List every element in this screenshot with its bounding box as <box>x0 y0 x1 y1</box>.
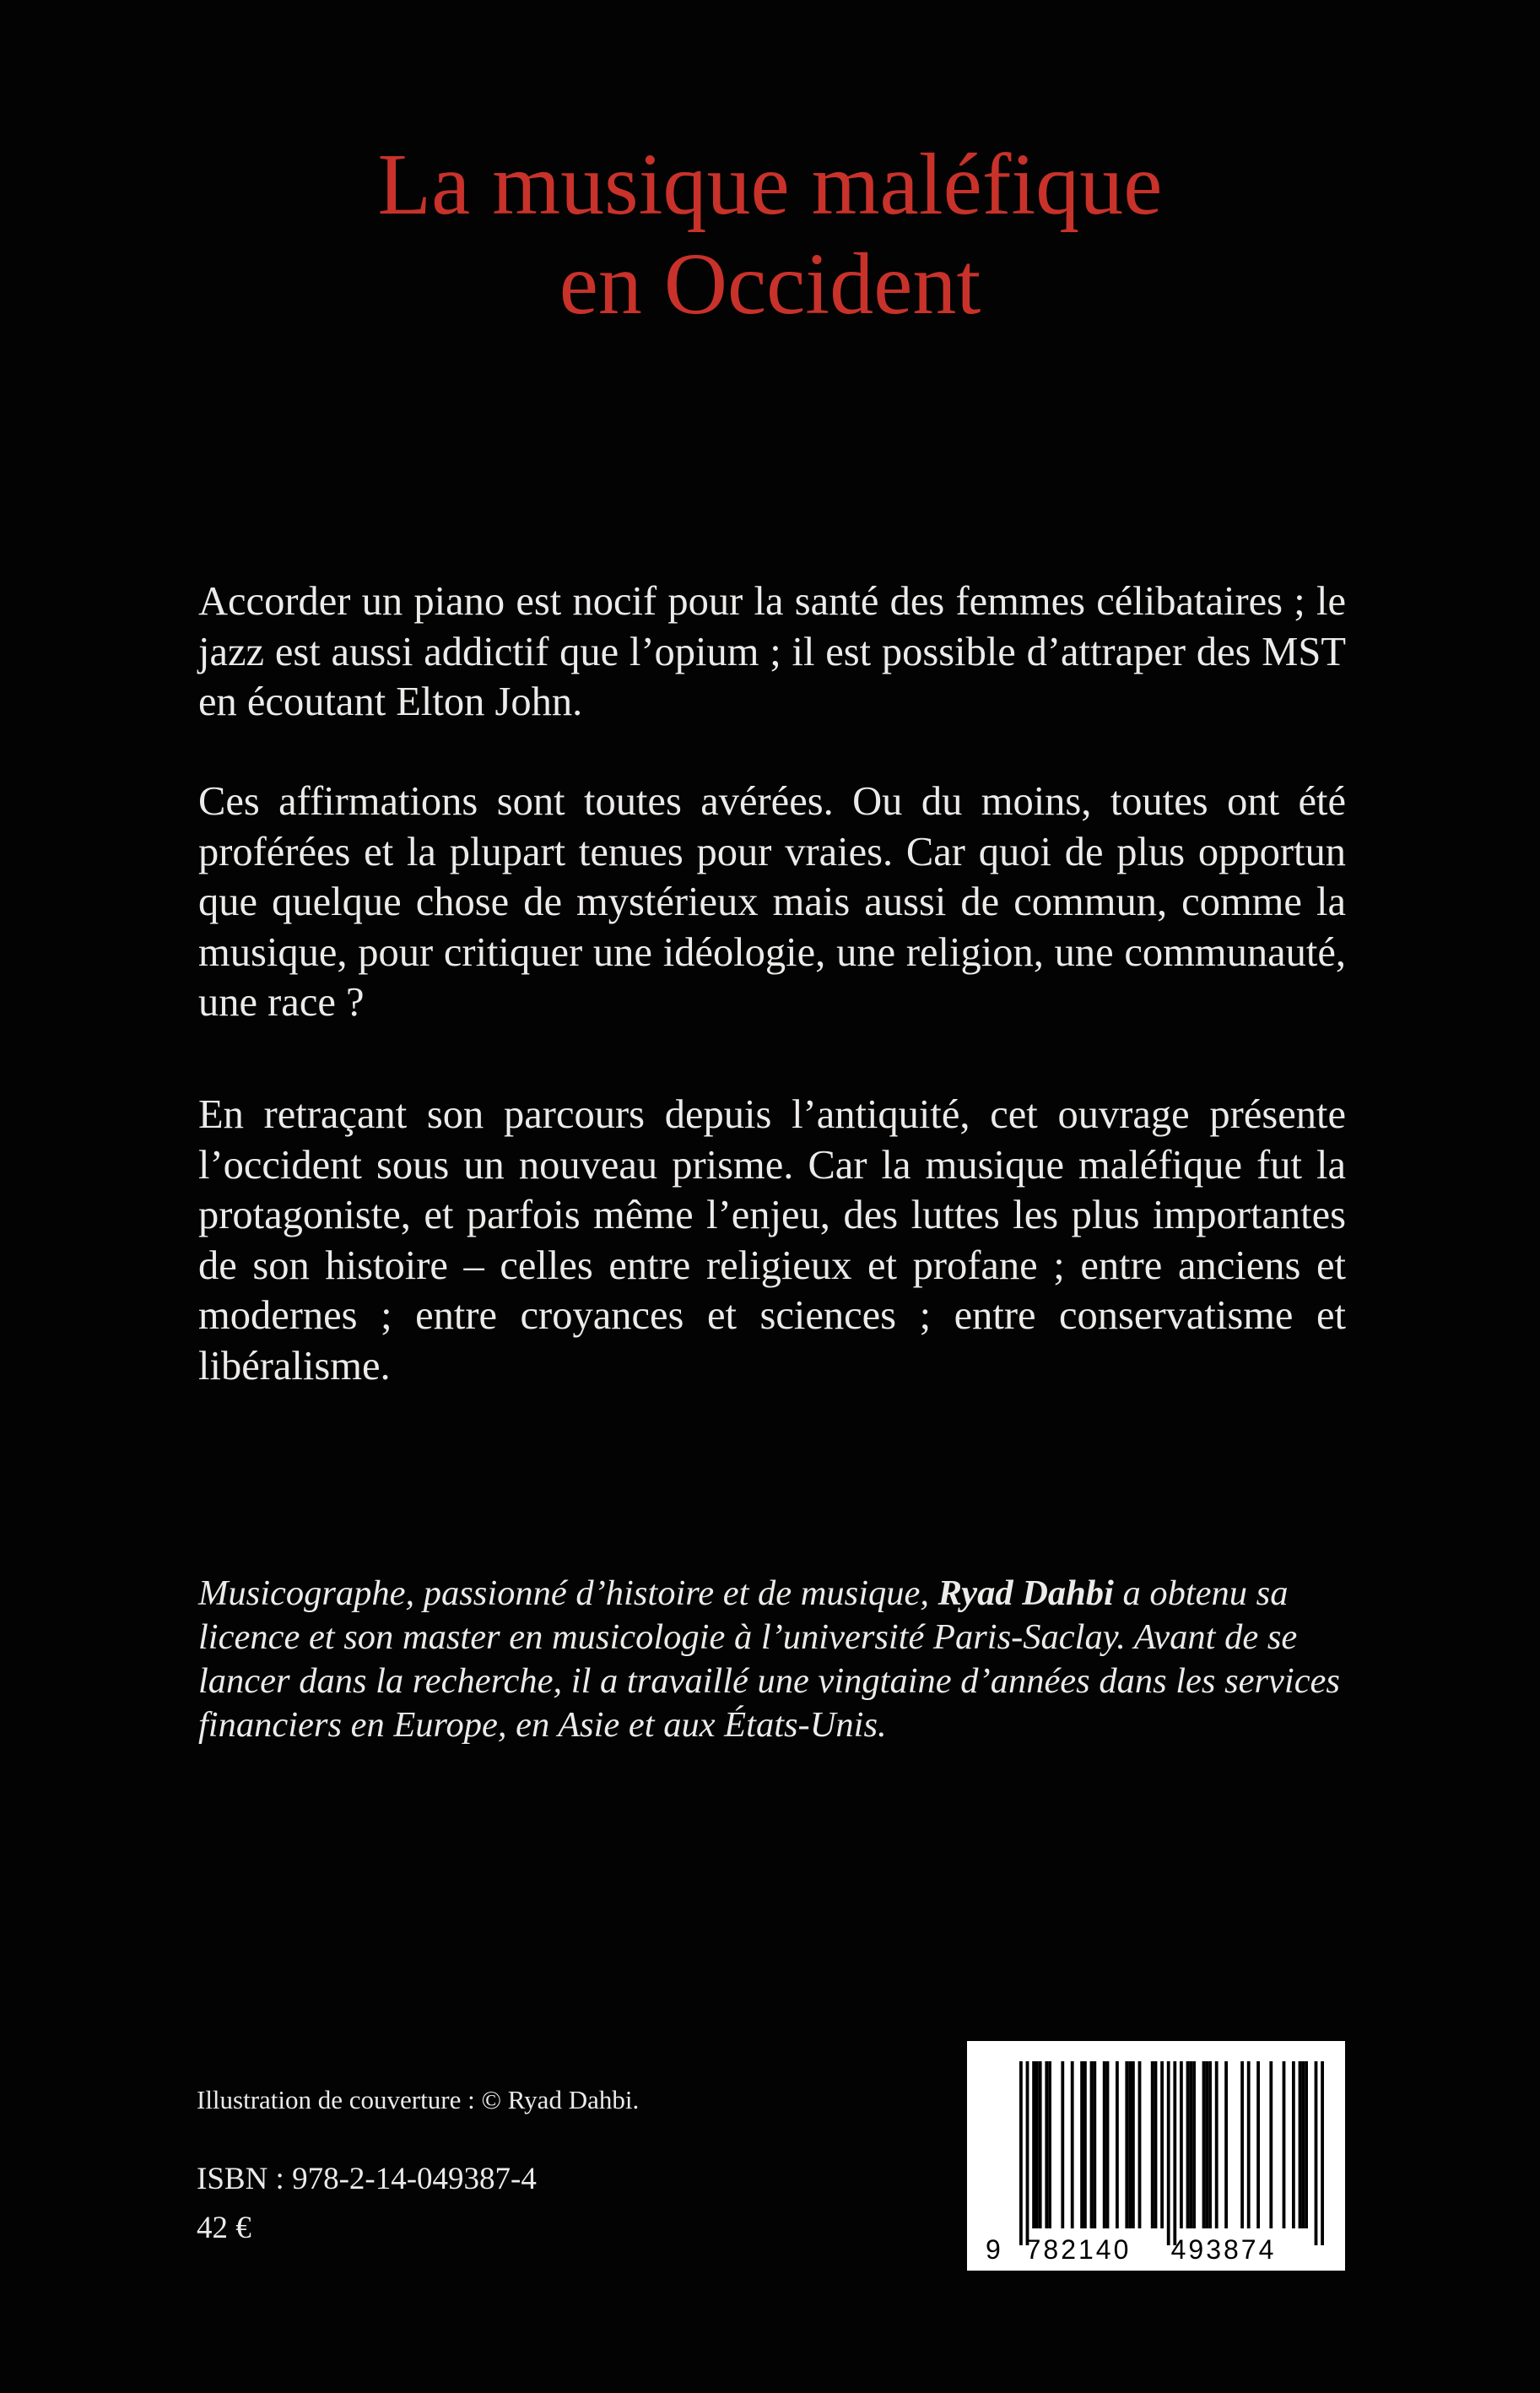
barcode-bar <box>1205 2061 1208 2228</box>
barcode-guard-bar <box>1019 2061 1023 2245</box>
barcode-bar <box>1093 2061 1096 2228</box>
barcode-bar <box>1301 2061 1305 2228</box>
book-title <box>0 135 1540 334</box>
barcode-bar <box>1240 2061 1244 2228</box>
barcode-bar <box>1048 2061 1051 2228</box>
barcode-bar <box>1256 2061 1260 2228</box>
barcode-bar <box>1045 2061 1048 2228</box>
barcode-bar <box>1106 2061 1110 2228</box>
barcode-bar <box>1071 2061 1074 2228</box>
barcode-bar <box>1215 2061 1218 2228</box>
barcode-bar <box>1299 2061 1302 2228</box>
author-bio-rest: a obtenu sa licence et son master en musicologie à l’université Paris-Saclay. Avant de se lancer dans la recherche, il a travaillé une vingtaine d’années dans les services financiers en Europe, en Asie et aux États-Unis. <box>198 1573 1340 1745</box>
barcode-guard-bar <box>1315 2061 1318 2245</box>
book-title-line-2: en Occident <box>559 236 981 333</box>
barcode-guard-bar <box>1173 2061 1176 2245</box>
barcode-bar <box>1080 2061 1083 2228</box>
barcode-guard-bar <box>1167 2061 1170 2245</box>
barcode-bar <box>1192 2061 1196 2228</box>
barcode-bar <box>1160 2061 1164 2228</box>
price: 42 € <box>197 2211 251 2245</box>
barcode-bar <box>1189 2061 1192 2228</box>
barcode-bar <box>1039 2061 1042 2228</box>
barcode-bar <box>1208 2061 1212 2228</box>
barcode-bar <box>1186 2061 1190 2228</box>
author-bio-intro: Musicographe, passionné d’histoire et de musique, <box>198 1573 938 1613</box>
barcode-bar <box>1032 2061 1035 2228</box>
blurb-paragraph-3: En retraçant son parcours depuis l’antiquité, cet ouvrage présente l’occident sous un nouveau prisme. Car la musique maléfique fut la protagoniste, et parfois même l’enjeu, des luttes les plus importantes de son histoire – celles entre religieux et profane ; entre anciens et modernes ; entre croyances et sciences ; entre conservatisme et libéralisme. <box>198 1092 1346 1389</box>
barcode-bar <box>1090 2061 1094 2228</box>
barcode-bar <box>1103 2061 1106 2228</box>
barcode-bar <box>1180 2061 1183 2228</box>
barcode-bar <box>1247 2061 1251 2228</box>
barcode-bar <box>1283 2061 1286 2228</box>
barcode-bar <box>1138 2061 1142 2228</box>
barcode-bar <box>1292 2061 1295 2228</box>
barcode-bar <box>1305 2061 1308 2228</box>
barcode-graphic <box>967 2041 1345 2271</box>
isbn: ISBN : 978-2-14-049387-4 <box>197 2162 537 2196</box>
barcode-guard-bar <box>1026 2061 1029 2245</box>
barcode-bar <box>1128 2061 1132 2228</box>
illustration-credit: Illustration de couverture : © Ryad Dahbi. <box>197 2085 640 2114</box>
barcode-bar <box>1202 2061 1206 2228</box>
barcode-bar <box>1116 2061 1119 2228</box>
barcode-left-digits: 782140 <box>1025 2234 1132 2265</box>
barcode-bar <box>1035 2061 1039 2228</box>
barcode-guard-bar <box>1321 2061 1324 2245</box>
barcode <box>967 2041 1345 2271</box>
blurb-paragraph-1: Accorder un piano est nocif pour la santé des femmes célibataires ; le jazz est aussi addictif que l’opium ; il est possible d’attraper des MST en écoutant Elton John. <box>198 579 1346 724</box>
barcode-bars <box>1019 2061 1324 2245</box>
barcode-bar <box>1269 2061 1273 2228</box>
barcode-bar <box>1224 2061 1228 2228</box>
author-name: Ryad Dahbi <box>938 1573 1114 1613</box>
author-bio <box>198 1572 1354 1747</box>
barcode-bar <box>1125 2061 1128 2228</box>
barcode-bar <box>1151 2061 1154 2228</box>
book-title-line-1: La musique maléfique <box>377 136 1163 233</box>
barcode-bar <box>1083 2061 1087 2228</box>
blurb-paragraph-2: Ces affirmations sont toutes avérées. Ou du moins, toutes ont été proférées et la plupart tenues pour vraies. Car quoi de plus opportun que quelque chose de mystérieux mais aussi de commun, comme la musique, pour critiquer une idéologie, une religion, une communauté, une race ? <box>198 779 1346 1025</box>
barcode-bar <box>1061 2061 1064 2228</box>
barcode-bar <box>1132 2061 1135 2228</box>
barcode-right-digits: 493874 <box>1170 2234 1277 2265</box>
barcode-bar <box>1154 2061 1158 2228</box>
barcode-first-digit: 9 <box>986 2234 1001 2265</box>
